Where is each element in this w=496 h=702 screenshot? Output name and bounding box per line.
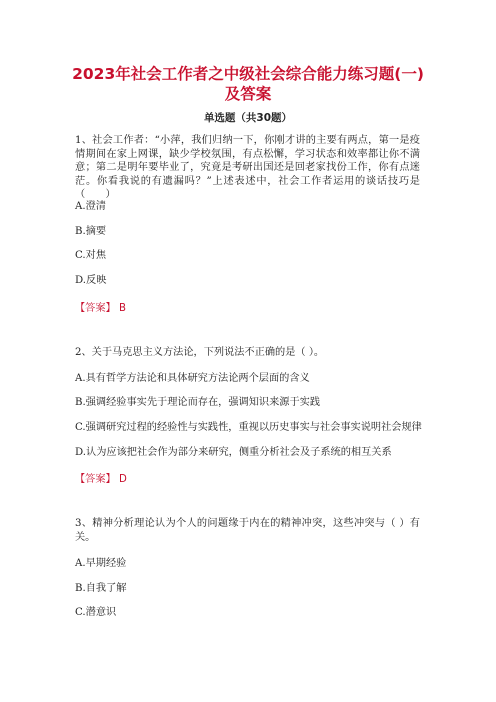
question-2-option-d: D.认为应该把社会作为部分来研究，侧重分析社会及子系统的相互关系	[75, 447, 392, 458]
question-2-answer: 【答案】 D	[75, 474, 127, 485]
question-2-stem: 2、关于马克思主义方法论，下列说法不正确的是（ ）。	[75, 347, 325, 358]
question-2-option-c: C.强调研究过程的经验性与实践性，重视以历史事实与社会事实说明社会规律	[75, 422, 422, 433]
question-1-option-a: A.澄清	[75, 201, 106, 212]
document-title-line-2: 及答案	[224, 85, 272, 103]
section-heading: 单选题（共30题）	[203, 112, 293, 124]
question-3-option-c: C.潜意识	[75, 607, 117, 618]
question-3-option-b: B.自我了解	[75, 583, 127, 594]
question-1-stem: 1、社会工作者：“小萍，我们归纳一下，你刚才讲的主要有两点，第一是疫情期间在家上网课，缺少学校氛围，有点松懈，学习状态和效率都让你不满意；第二是明年要毕业了，究竟是考研出国还是回老家找份工作，你有点迷茫。你看我说的有遗漏吗？”上述表述中，社会工作者运用的谈话技巧是（ ）	[75, 135, 420, 200]
document-title-line-1: 2023年社会工作者之中级社会综合能力练习题(一)	[72, 65, 424, 83]
question-2-option-a: A.具有哲学方法论和具体研究方法论两个层面的含义	[75, 373, 310, 384]
question-3-option-a: A.早期经验	[75, 558, 127, 569]
question-1-option-b: B.摘要	[75, 226, 107, 237]
question-1-option-d: D.反映	[75, 275, 107, 286]
question-2-option-b: B.强调经验事实先于理论而存在，强调知识来源于实践	[75, 397, 321, 408]
question-3-stem: 3、精神分析理论认为个人的问题缘于内在的精神冲突，这些冲突与（ ）有关。	[75, 518, 420, 543]
question-1-answer: 【答案】 B	[75, 303, 126, 314]
question-1-option-c: C.对焦	[75, 250, 107, 261]
